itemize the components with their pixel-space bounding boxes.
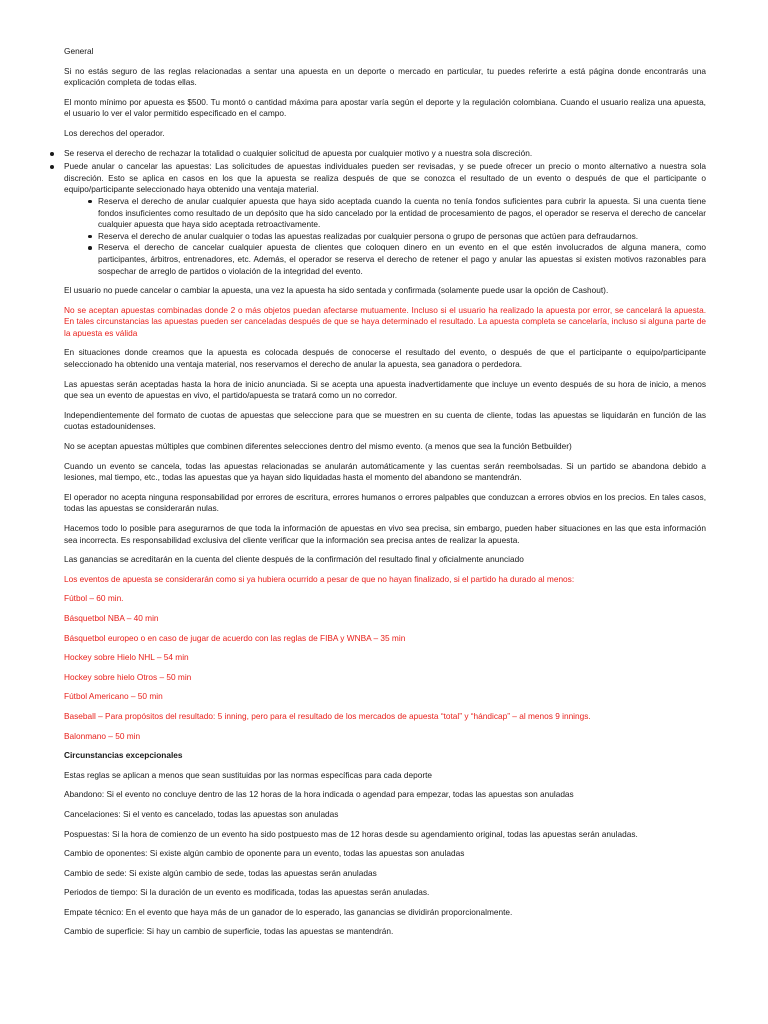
exceptional-item: Periodos de tiempo: Si la duración de un evento es modificada, todas las apuestas serán anuladas. — [64, 887, 430, 898]
exceptional-circumstances-heading: Circunstancias excepcionales — [64, 750, 183, 761]
operator-rights-sublist — [98, 196, 706, 277]
minimum-bet-paragraph: El monto mínimo por apuesta es $500. Tu montó o cantidad máxima para apostar varía según el deporte y la regulación colombiana. Cuando el usuario realiza una apuesta, el usuario lo ver el valor permitido especificado en el campo. — [64, 96, 706, 119]
cancelled-event-paragraph: Cuando un evento se cancela, todas las apuestas relacionadas se anularán automáticamente y las cuentas serán reembolsadas. Si un partido se abandona debido a lesiones, mal tiempo, etc., todas las apuestas que ya hayan sido liquidadas hasta el momento del abandono se mantendrán. — [64, 460, 706, 483]
list-item-text: Puede anular o cancelar las apuestas: Las solicitudes de apuestas individuales pueden ser revisadas, y se puede ofrecer un precio o monto alternativo a nuestra sola discreción. Esto se aplica en casos en los que la apuesta se realiza después de que se conozca el resultado de un evento o después de que el participante o equipo/participante seleccionado haya obtenido una ventaja material. — [64, 161, 706, 195]
duration-baseball: Baseball – Para propósitos del resultado: 5 inning, pero para el resultado de los mercados de apuesta “total” y “hándicap” – al menos 9 innings. — [64, 710, 591, 721]
exceptional-item: Pospuestas: Si la hora de comienzo de un evento ha sido postpuesto mas de 12 horas desde su agendamiento original, todas las apuestas serán anuladas. — [64, 828, 638, 839]
section-heading-general: General — [64, 46, 94, 56]
duration-handball: Balonmano – 50 min — [64, 730, 141, 741]
exceptional-item: Cancelaciones: Si el vento es cancelado, todas las apuestas son anuladas — [64, 808, 339, 819]
combined-bets-warning: No se aceptan apuestas combinadas donde 2 o más objetos puedan afectarse mutuamente. Incluso si el usuario ha realizado la apuesta por error, se cancelará la apuesta. En tales circunstancias las apuestas pueden ser canceladas después de que se haya determinado el resultado. La apuesta completa se cancelaría, incluso si alguna parte de la apuesta es válida — [64, 304, 706, 338]
intro-paragraph: Si no estás seguro de las reglas relacionadas a sentar una apuesta en un deporte o mercado en particular, tu puedes referirte a está página donde encontrarás una explicación completa de todas ellas. — [64, 65, 706, 88]
exceptional-item: Cambio de sede: Si existe algún cambio de sede, todas las apuestas serán anuladas — [64, 867, 377, 878]
cancel-bet-paragraph: El usuario no puede cancelar o cambiar la apuesta, una vez la apuesta ha sido sentada y confirmada (solamente puede usar la opción de Cashout). — [64, 285, 609, 296]
sublist-item: Reserva el derecho de anular cualquier apuesta que haya sido aceptada cuando la cuenta no tenía fondos suficientes para cubrir la apuesta. Si una cuenta tiene fondos insuficientes como resultado de un depósito que ha sido cancelado por la entidad de procesamiento de pagos, el operador se reserva el derecho de cancelar cualquier apuesta que haya sido aceptada retroactivamente. — [98, 195, 706, 230]
operator-rights-heading: Los derechos del operador. — [64, 127, 165, 138]
duration-nba: Básquetbol NBA – 40 min — [64, 612, 159, 623]
exceptional-item: Abandono: Si el evento no concluye dentro de las 12 horas de la hora indicada o agendad para empezar, todas las apuestas son anuladas — [64, 789, 574, 800]
list-item: Se reserva el derecho de rechazar la totalidad o cualquier solicitud de apuesta por cualquier motivo y a nuestra sola discreción. — [64, 148, 706, 160]
duration-hockey-other: Hockey sobre hielo Otros – 50 min — [64, 671, 192, 682]
exceptional-item: Cambio de superficie: Si hay un cambio de superficie, todas las apuestas se mantendrán. — [64, 926, 394, 937]
duration-nhl: Hockey sobre Hielo NHL – 54 min — [64, 652, 189, 663]
duration-american-football: Fútbol Americano – 50 min — [64, 691, 163, 702]
operator-rights-list — [64, 148, 706, 278]
list-item — [64, 161, 706, 277]
errors-paragraph: El operador no acepta ninguna responsabilidad por errores de escritura, errores humanos o errores palpables que conduzcan a errores obvios en los precios. En tales casos, todas las apuestas se considerarán nulas. — [64, 491, 706, 514]
winnings-paragraph: Las ganancias se acreditarán en la cuenta del cliente después de la confirmación del resultado final y oficialmente anunciado — [64, 554, 524, 565]
duration-fiba: Básquetbol europeo o en caso de jugar de acuerdo con las reglas de FIBA y WNBA – 35 min — [64, 632, 406, 643]
exceptional-item: Cambio de oponentes: Si existe algún cambio de oponente para un evento, todas las apuestas son anuladas — [64, 848, 465, 859]
live-info-paragraph: Hacemos todo lo posible para asegurarnos de que toda la información de apuestas en vivo sea precisa, sin embargo, pueden haber situaciones en las que esta información sea incorrecta. Es responsabilidad exclusiva del cliente verificar que la información sea precisa antes de realizar la apuesta. — [64, 523, 706, 545]
durations-intro: Los eventos de apuesta se considerarán como si ya hubiera ocurrido a pesar de que no hayan finalizado, si el partido ha durado al menos: — [64, 573, 575, 584]
sublist-item: Reserva el derecho de cancelar cualquier apuesta de clientes que coloquen dinero en un evento en el que estén involucrados de alguna manera, como participantes, árbitros, entrenadores, etc. Además, el operador se reserva el derecho de retener el pago y anular las apuestas si existen motivos razonables para sospechar de arreglo de partidos o violación de la integridad del evento. — [98, 242, 706, 276]
odds-format-paragraph: Independientemente del formato de cuotas de apuestas que seleccione para que se muestren en su cuenta de cliente, todas las apuestas se liquidarán en función de las cuotas estadounidenses. — [64, 409, 706, 432]
sublist-item: Reserva el derecho de anular cualquier o todas las apuestas realizadas por cualquier persona o grupo de personas que actúen para defraudarnos. — [98, 231, 706, 243]
start-time-paragraph: Las apuestas serán aceptadas hasta la hora de inicio anunciada. Si se acepta una apuesta inadvertidamente que incluye un evento después de su hora de inicio, a menos que sea un evento de apuestas en vivo, el partido/apuesta se tratará como un no corredor. — [64, 378, 706, 401]
exceptional-item: Empate técnico: En el evento que haya más de un ganador de lo esperado, las ganancias se dividirán proporcionalmente. — [64, 906, 513, 917]
duration-football: Fútbol – 60 min. — [64, 593, 124, 604]
late-bet-paragraph: En situaciones donde creamos que la apuesta es colocada después de conocerse el resultado del evento, o después de que el participante o equipo/participante seleccionado ha obtenido una ventaja material, nos reservamos el derecho de anular la apuesta, sea ganadora o perdedora. — [64, 347, 706, 370]
multiple-bets-paragraph: No se aceptan apuestas múltiples que combinen diferentes selecciones dentro del mismo evento. (a menos que sea la función Betbuilder) — [64, 441, 572, 452]
exceptional-item: Estas reglas se aplican a menos que sean sustituidas por las normas específicas para cada deporte — [64, 769, 433, 780]
